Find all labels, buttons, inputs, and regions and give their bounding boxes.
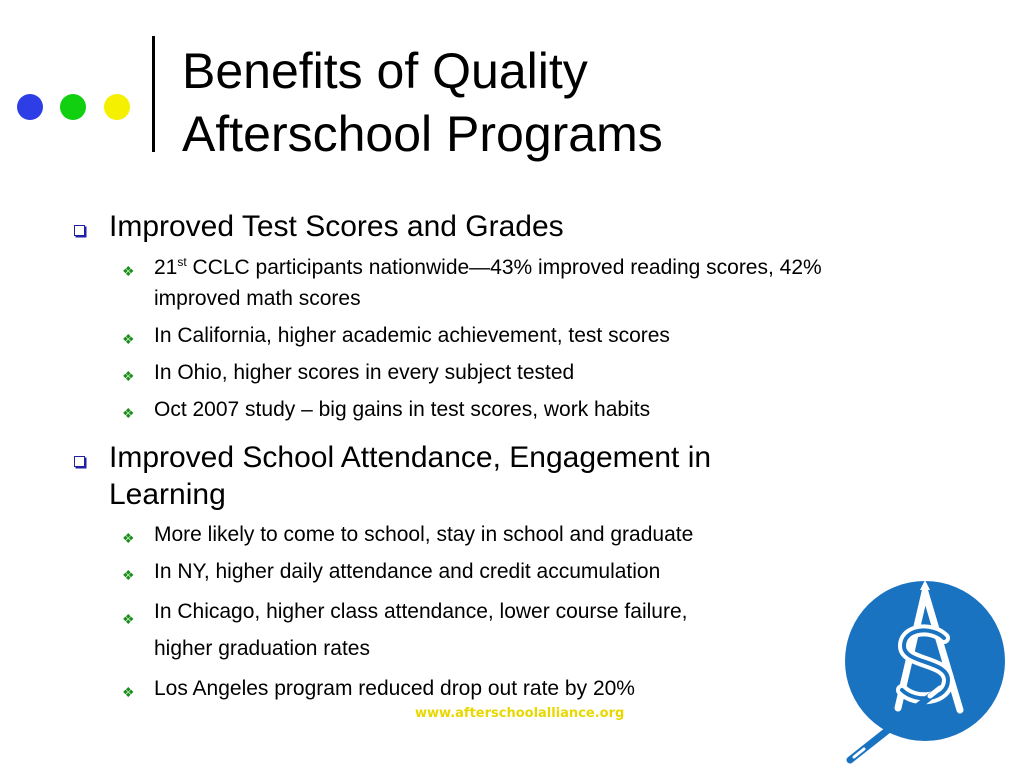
list-item-text-line-1: In Chicago, higher class attendance, lower course failure, bbox=[154, 600, 688, 623]
decorative-dot-green bbox=[60, 94, 86, 120]
list-item-text: More likely to come to school, stay in school and graduate bbox=[154, 523, 694, 546]
footer-website-url: www.afterschoolalliance.org bbox=[415, 706, 625, 721]
diamond-bullet-icon: ❖ bbox=[122, 611, 135, 627]
list-item bbox=[0, 519, 840, 550]
list-item bbox=[0, 252, 840, 314]
list-item-prefix: 21 bbox=[154, 256, 178, 279]
list-item-text-line-2: higher graduation rates bbox=[154, 637, 370, 660]
section-heading-line-1: Improved School Attendance, Engagement in bbox=[109, 441, 712, 474]
diamond-bullet-icon: ❖ bbox=[122, 263, 135, 279]
diamond-bullet-icon: ❖ bbox=[122, 567, 135, 583]
slide-title bbox=[182, 40, 1002, 166]
section-heading-attendance bbox=[0, 439, 840, 513]
slide-title-line-1: Benefits of Quality bbox=[182, 43, 588, 99]
diamond-bullet-icon: ❖ bbox=[122, 405, 135, 421]
list-item-superscript: st bbox=[177, 255, 187, 269]
section-heading-test-scores bbox=[0, 208, 840, 245]
list-item-text: In Ohio, higher scores in every subject tested bbox=[154, 361, 575, 384]
list-item bbox=[0, 320, 840, 351]
diamond-bullet-icon: ❖ bbox=[122, 530, 135, 546]
list-item bbox=[0, 673, 840, 704]
square-bullet-icon bbox=[74, 225, 85, 236]
diamond-bullet-icon: ❖ bbox=[122, 331, 135, 347]
list-item-text: CCLC participants nationwide—43% improved reading scores, 42% improved math scores bbox=[154, 256, 822, 310]
list-item bbox=[0, 394, 840, 425]
list-item bbox=[0, 593, 840, 667]
title-divider bbox=[152, 36, 155, 152]
slide-body bbox=[0, 208, 840, 704]
list-item-text: In NY, higher daily attendance and credit accumulation bbox=[154, 560, 661, 583]
list-item-text: In California, higher academic achievement, test scores bbox=[154, 324, 670, 347]
square-bullet-icon bbox=[74, 456, 85, 467]
decorative-dot-blue bbox=[17, 94, 43, 120]
list-item-text: Oct 2007 study – big gains in test scores, work habits bbox=[154, 398, 651, 421]
diamond-bullet-icon: ❖ bbox=[122, 368, 135, 384]
slide-title-line-2: Afterschool Programs bbox=[182, 106, 663, 162]
section-heading-line-2: Learning bbox=[109, 478, 226, 511]
list-item bbox=[0, 556, 840, 587]
diamond-bullet-icon: ❖ bbox=[122, 684, 135, 700]
list-item-text: Los Angeles program reduced drop out rate by 20% bbox=[154, 677, 635, 700]
decorative-dot-yellow bbox=[104, 94, 130, 120]
afterschool-alliance-logo bbox=[844, 580, 1006, 765]
list-item bbox=[0, 357, 840, 388]
section-heading-text: Improved Test Scores and Grades bbox=[109, 210, 564, 243]
